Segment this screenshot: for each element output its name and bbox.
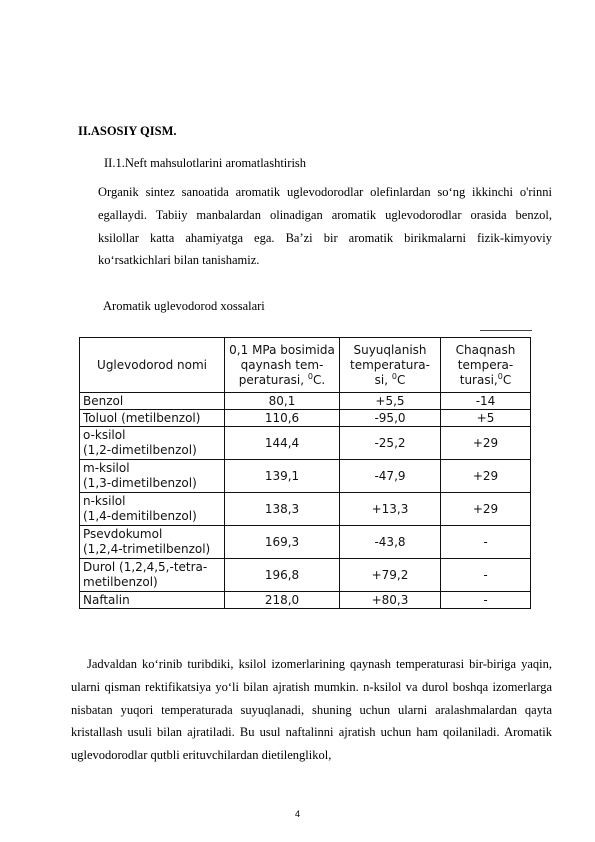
melting-point-value: +80,3 <box>340 592 441 609</box>
table-row <box>80 460 531 493</box>
page-number: 4 <box>294 809 300 819</box>
table-row <box>80 410 531 427</box>
boiling-point-value: 144,4 <box>225 427 340 460</box>
table-row <box>80 427 531 460</box>
compound-name: Psevdokumol (1,2,4-trimetilbenzol) <box>80 526 225 559</box>
compound-name: Toluol (metilbenzol) <box>80 410 225 427</box>
table-row <box>80 493 531 526</box>
compound-name: m-ksilol (1,3-dimetilbenzol) <box>80 460 225 493</box>
aromatic-properties-table <box>79 337 531 609</box>
table-caption: Aromatik uglevodorod xossalari <box>103 299 265 313</box>
boiling-point-value: 80,1 <box>225 393 340 410</box>
boiling-point-value: 196,8 <box>225 559 340 592</box>
melting-point-value: -25,2 <box>340 427 441 460</box>
flash-point-value: - <box>441 592 531 609</box>
table-row <box>80 592 531 609</box>
melting-point-value: -47,9 <box>340 460 441 493</box>
compound-name: Durol (1,2,4,5,-tetra- metilbenzol) <box>80 559 225 592</box>
boiling-point-value: 138,3 <box>225 493 340 526</box>
boiling-point-value: 218,0 <box>225 592 340 609</box>
melting-point-value: -95,0 <box>340 410 441 427</box>
scan-fragment-mark <box>480 322 532 331</box>
flash-point-value: - <box>441 526 531 559</box>
intro-paragraph: Organik sintez sanoatida aromatik uglevodorodlar olefinlardan so‘ng ikkinchi o'rinni egallaydi. Tabiiy manbalardan olinadigan aromatik uglevodorodlar orasida benzol, ksilollar katta ahamiyatga ega. Ba’zi bir aromatik birikmalarni fizik-kimyoviy ko‘rsatkichlari bilan tanishamiz. <box>98 185 552 268</box>
header-name: Uglevodorod nomi <box>80 338 225 393</box>
subsection-heading: II.1.Neft mahsulotlarini aromatlashtirish <box>104 156 307 170</box>
flash-point-value: -14 <box>441 393 531 410</box>
table-header-row <box>80 338 531 393</box>
flash-point-value: - <box>441 559 531 592</box>
compound-name: n-ksilol (1,4-demitilbenzol) <box>80 493 225 526</box>
melting-point-value: -43,8 <box>340 526 441 559</box>
compound-name: Naftalin <box>80 592 225 609</box>
melting-point-value: +79,2 <box>340 559 441 592</box>
compound-name: Benzol <box>80 393 225 410</box>
compound-name: o-ksilol (1,2-dimetilbenzol) <box>80 427 225 460</box>
boiling-point-value: 139,1 <box>225 460 340 493</box>
flash-point-value: +29 <box>441 493 531 526</box>
header-boiling-point: 0,1 MPa bosimida qaynash tem- peraturasi, $^0$C. <box>225 338 340 393</box>
flash-point-value: +29 <box>441 460 531 493</box>
melting-point-value: +13,3 <box>340 493 441 526</box>
melting-point-value: +5,5 <box>340 393 441 410</box>
discussion-paragraph: Jadvaldan ko‘rinib turibdiki, ksilol izomerlarining qaynash temperaturasi bir-biriga yaqin, ularni qisman rektifikatsiya yo‘li bilan ajratish mumkin. n-ksilol va durol boshqa izomerlarga nisbatan yuqori temperaturada suyuqlanadi, shuning uchun ularni aralashmalardan qayta kristallash usuli bilan ajratiladi. Bu usul naftalinni ajratish uchun ham qoilaniladi. Aromatik uglevodorodlar qutbli erituvchilardan dietilenglikol, <box>71 657 552 763</box>
table-row <box>80 393 531 410</box>
section-heading: II.ASOSIY QISM. <box>78 124 177 138</box>
header-melting-point: Suyuqlanish temperatura- si, $^0$C <box>340 338 441 393</box>
flash-point-value: +29 <box>441 427 531 460</box>
flash-point-value: +5 <box>441 410 531 427</box>
header-flash-point: Chaqnash tempera- turasi,$^0$C <box>441 338 531 393</box>
boiling-point-value: 110,6 <box>225 410 340 427</box>
table-row <box>80 526 531 559</box>
table-row <box>80 559 531 592</box>
boiling-point-value: 169,3 <box>225 526 340 559</box>
